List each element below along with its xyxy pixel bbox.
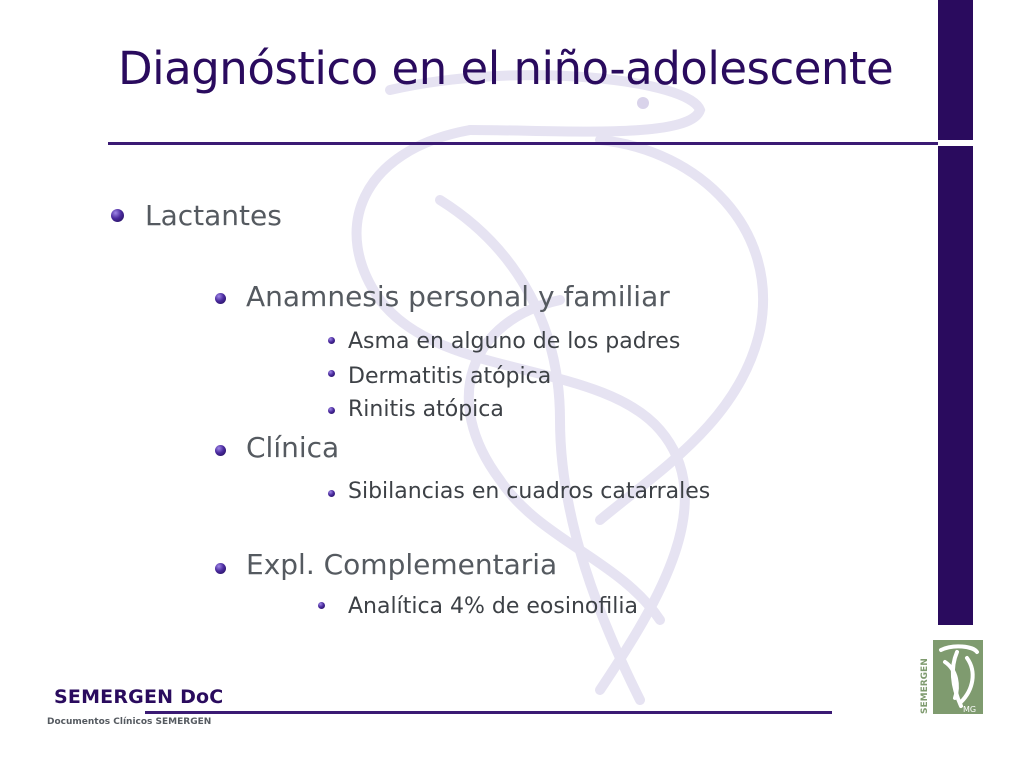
bullet-dot-icon bbox=[328, 337, 335, 344]
slide-title: Diagnóstico en el niño-adolescente bbox=[118, 42, 894, 95]
bullet-clinica: Clínica bbox=[246, 431, 340, 464]
bullet-dot-icon bbox=[328, 407, 335, 414]
right-accent-bar bbox=[938, 0, 973, 625]
semergen-logo-icon bbox=[917, 636, 987, 718]
logo-vertical-text: SEMERGEN bbox=[920, 658, 930, 714]
title-divider bbox=[108, 142, 938, 145]
bullet-asma: Asma en alguno de los padres bbox=[348, 329, 681, 354]
bullet-anamnesis: Anamnesis personal y familiar bbox=[246, 280, 670, 313]
bullet-sibilancias: Sibilancias en cuadros catarrales bbox=[348, 479, 711, 504]
bullet-lactantes: Lactantes bbox=[145, 199, 282, 232]
bullet-expl-complementaria: Expl. Complementaria bbox=[246, 548, 558, 581]
bullet-dot-icon bbox=[215, 563, 226, 574]
bullet-dot-icon bbox=[318, 602, 325, 609]
bullet-rinitis: Rinitis atópica bbox=[348, 397, 504, 422]
bullet-dot-icon bbox=[111, 209, 124, 222]
footer-subtitle: Documentos Clínicos SEMERGEN bbox=[47, 717, 212, 727]
footer-divider bbox=[145, 711, 832, 714]
bullet-dot-icon bbox=[215, 293, 226, 304]
bullet-dermatitis: Dermatitis atópica bbox=[348, 364, 552, 389]
accent-bar-gap bbox=[938, 140, 973, 146]
footer-brand: SEMERGEN DoC bbox=[54, 686, 224, 708]
bullet-dot-icon bbox=[328, 490, 335, 497]
bullet-analitica: Analítica 4% de eosinofilia bbox=[348, 594, 638, 619]
bullet-dot-icon bbox=[328, 370, 335, 377]
logo-mg-text: MG bbox=[963, 705, 977, 714]
bullet-dot-icon bbox=[215, 445, 226, 456]
